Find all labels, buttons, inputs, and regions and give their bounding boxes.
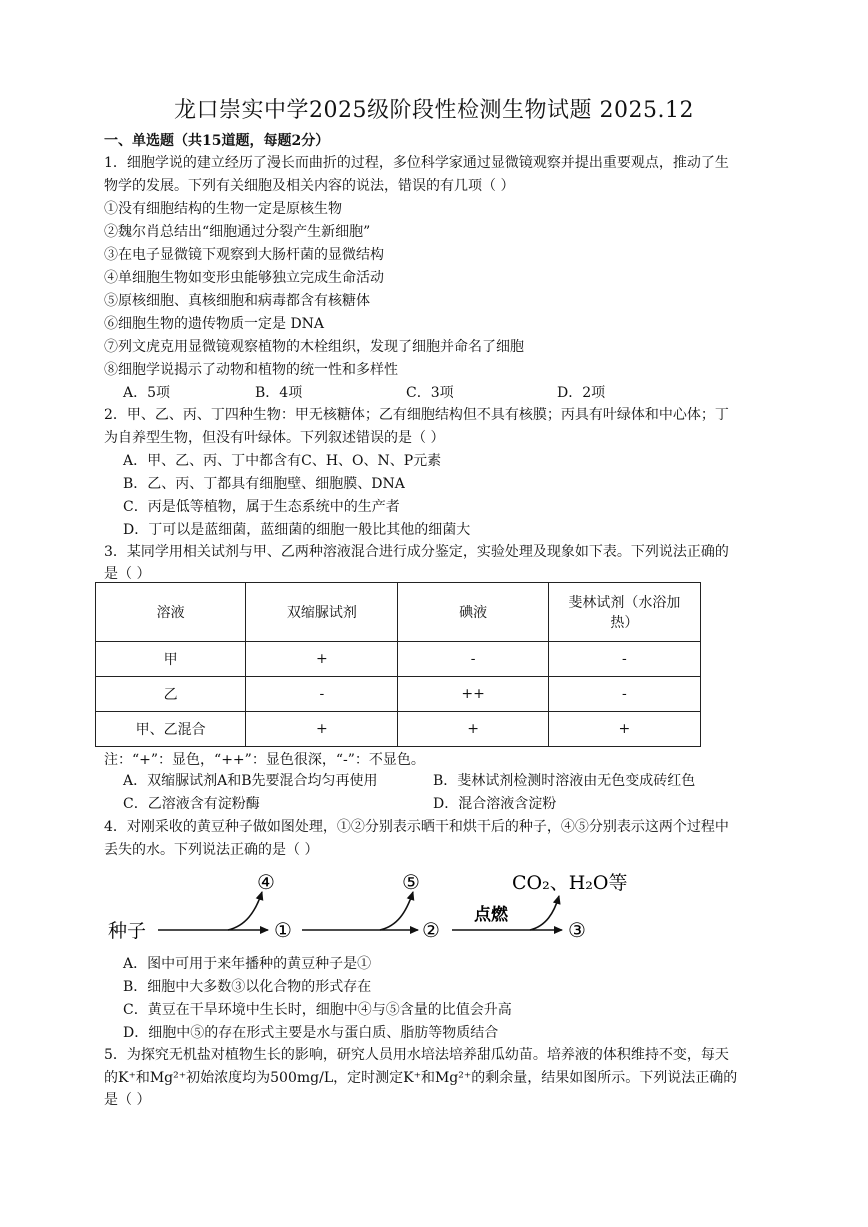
table-cell: 乙	[96, 677, 246, 712]
q1-item: ⑤原核细胞、真核细胞和病毒都含有核糖体	[104, 293, 370, 309]
curved-arrow	[380, 892, 413, 930]
q1-option-c: C．3项	[406, 385, 454, 401]
q3-option-a: A．双缩脲试剂A和B先要混合均匀再使用	[123, 773, 378, 789]
q1-item: ④单细胞生物如变形虫能够独立完成生命活动	[104, 270, 384, 286]
diagram-burn-label: 点燃	[474, 905, 508, 925]
table-header: 溶液	[96, 583, 246, 642]
curved-arrow	[228, 892, 262, 930]
q1-stem-line1: 1．细胞学说的建立经历了漫长而曲折的过程，多位科学家通过显微镜观察并提出重要观点，推动了生	[104, 155, 729, 171]
diagram-seed-label: 种子	[108, 920, 147, 942]
diagram-products-label: CO₂、H₂O等	[512, 872, 628, 894]
table-cell: +	[246, 642, 398, 677]
table-header-line: 斐林试剂（水浴加	[568, 595, 681, 611]
section-heading: 一、单选题（共15道题，每题2分）	[104, 133, 330, 149]
table-header: 双缩脲试剂	[246, 583, 398, 642]
table-cell: ++	[398, 677, 548, 712]
diagram-node-5: ⑤	[402, 870, 420, 894]
q1-option-b: B．4项	[255, 385, 303, 401]
table-header-row	[96, 583, 701, 642]
curved-arrow	[530, 896, 559, 930]
q3-stem-line1: 3．某同学用相关试剂与甲、乙两种溶液混合进行成分鉴定，实验处理及现象如下表。下列说法正确的	[104, 544, 729, 560]
table-header	[548, 583, 700, 642]
diagram-node-2: ②	[422, 918, 440, 942]
table-cell: +	[246, 712, 398, 747]
diagram-node-4: ④	[257, 870, 275, 894]
q3-option-b: B．斐林试剂检测时溶液由无色变成砖红色	[433, 773, 696, 789]
q4-option-b: B．细胞中大多数③以化合物的形式存在	[123, 979, 372, 995]
q2-stem-line2: 为自养型生物，但没有叶绿体。下列叙述错误的是（ ）	[104, 430, 445, 446]
q3-stem-line2: 是（ ）	[104, 566, 151, 582]
q2-option-c: C．丙是低等植物，属于生态系统中的生产者	[123, 499, 400, 515]
q4-stem-line2: 丢失的水。下列说法正确的是（ ）	[104, 842, 319, 858]
table-row	[96, 712, 701, 747]
table-header-line: 热）	[610, 615, 639, 631]
table-cell: -	[548, 642, 700, 677]
q1-option-a: A．5项	[123, 385, 171, 401]
q1-item: ①没有细胞结构的生物一定是原核生物	[104, 201, 342, 217]
table-note: 注：“+”：显色，“++”：显色很深，“-”：不显色。	[104, 752, 425, 768]
diagram-node-1: ①	[274, 918, 292, 942]
page-title: 龙口崇实中学2025级阶段性检测生物试题 2025.12	[174, 98, 694, 123]
q1-item: ⑥细胞生物的遗传物质一定是 DNA	[104, 316, 325, 332]
diagram-node-3: ③	[568, 918, 586, 942]
table-cell: 甲、乙混合	[96, 712, 246, 747]
q1-item: ⑧细胞学说揭示了动物和植物的统一性和多样性	[104, 362, 398, 378]
q4-stem-line1: 4．对刚采收的黄豆种子做如图处理，①②分别表示晒干和烘干后的种子，④⑤分别表示这两个过程中	[104, 819, 729, 835]
q1-item: ②魏尔肖总结出“细胞通过分裂产生新细胞”	[104, 224, 371, 240]
table-row	[96, 677, 701, 712]
q2-option-b: B．乙、丙、丁都具有细胞壁、细胞膜、DNA	[123, 476, 405, 492]
q1-stem-line2: 物学的发展。下列有关细胞及相关内容的说法，错误的有几项（ ）	[104, 178, 515, 194]
table-row	[96, 642, 701, 677]
table-cell: -	[398, 642, 548, 677]
q1-option-d: D．2项	[557, 385, 606, 401]
q4-option-d: D．细胞中⑤的存在形式主要是水与蛋白质、脂肪等物质结合	[123, 1025, 499, 1041]
q1-item: ③在电子显微镜下观察到大肠杆菌的显微结构	[104, 247, 384, 263]
q2-option-a: A．甲、乙、丙、丁中都含有C、H、O、N、P元素	[123, 453, 442, 469]
q5-stem-line2: 的K⁺和Mg²⁺初始浓度均为500mg/L，定时测定K⁺和Mg²⁺的剩余量，结果如图所示。下列说法正确的	[104, 1070, 738, 1086]
q3-option-c: C．乙溶液含有淀粉酶	[123, 796, 260, 812]
q1-item: ⑦列文虎克用显微镜观察植物的木栓组织，发现了细胞并命名了细胞	[104, 339, 524, 355]
reagent-table	[95, 582, 701, 747]
table-cell: 甲	[96, 642, 246, 677]
table-cell: +	[398, 712, 548, 747]
table-cell: -	[548, 677, 700, 712]
table-cell: -	[246, 677, 398, 712]
q2-stem-line1: 2．甲、乙、丙、丁四种生物：甲无核糖体；乙有细胞结构但不具有核膜；丙具有叶绿体和中心体；丁	[104, 407, 729, 423]
table-cell: +	[548, 712, 700, 747]
seed-process-diagram	[100, 868, 660, 950]
q2-option-d: D．丁可以是蓝细菌，蓝细菌的细胞一般比其他的细菌大	[123, 522, 471, 538]
q4-option-c: C．黄豆在干旱环境中生长时，细胞中④与⑤含量的比值会升高	[123, 1002, 512, 1018]
table-header: 碘液	[398, 583, 548, 642]
q5-stem-line1: 5．为探究无机盐对植物生长的影响，研究人员用水培法培养甜瓜幼苗。培养液的体积维持不变，每天	[104, 1047, 729, 1063]
q3-option-d: D．混合溶液含淀粉	[433, 796, 557, 812]
q4-option-a: A．图中可用于来年播种的黄豆种子是①	[123, 956, 372, 972]
q5-stem-line3: 是（ ）	[104, 1092, 151, 1108]
